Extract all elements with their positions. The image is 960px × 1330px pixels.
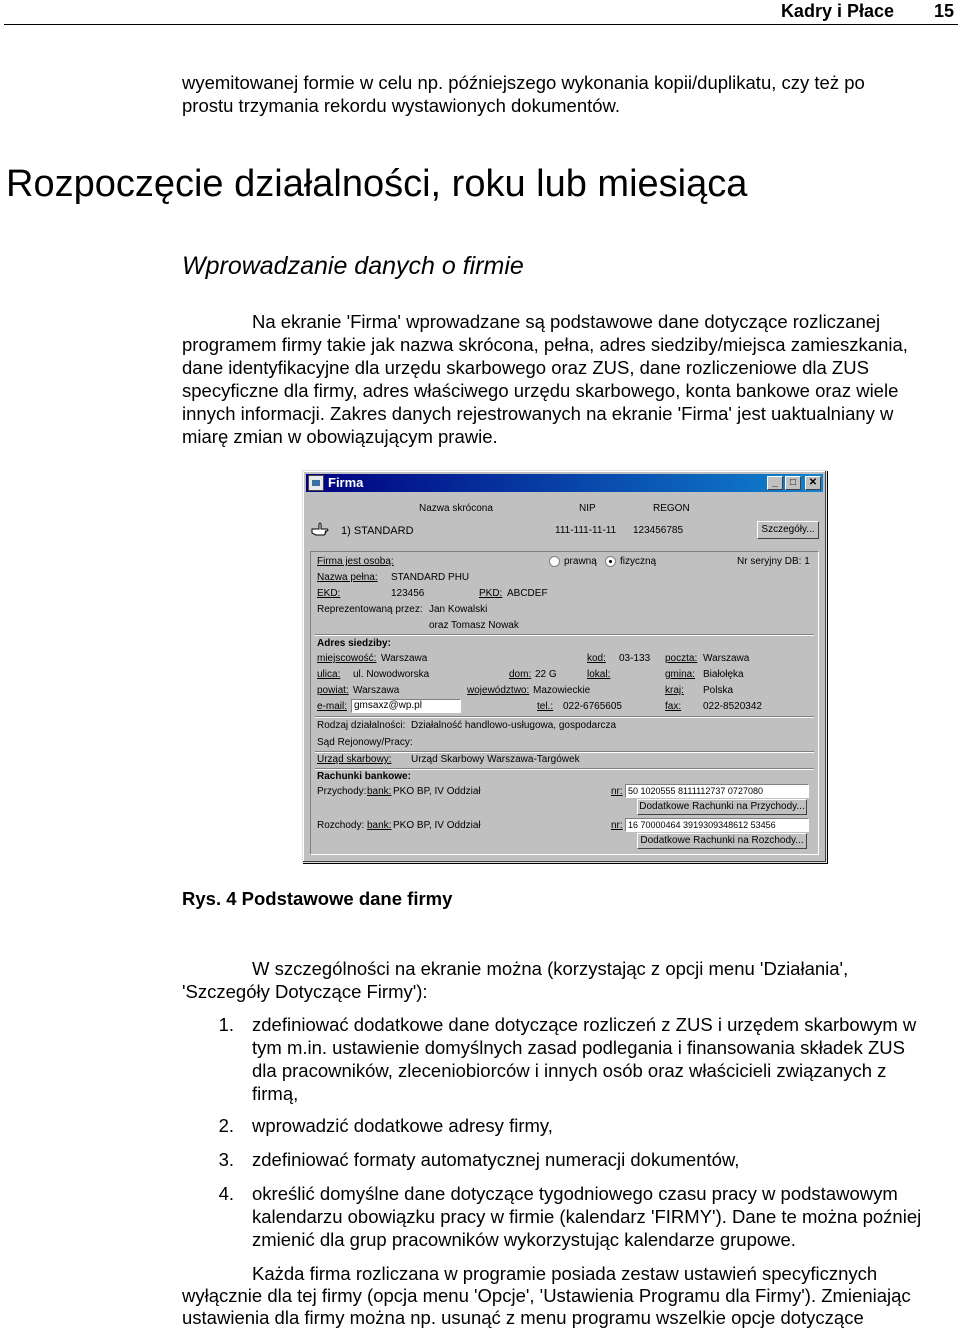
rozchody-label: Rozchody: [317, 820, 365, 831]
nr-label-1: nr: [611, 786, 623, 797]
firma-jest-osoba-label: Firma jest osobą: [317, 556, 394, 567]
powiat-value[interactable]: Warszawa [353, 685, 400, 696]
col-header-regon: REGON [653, 503, 690, 514]
col-header-nip: NIP [579, 503, 596, 514]
list-item-line: kalendarzu obowiązku pracy w firmie (kalendarz 'FIRMY'). Dane te można poźniej [252, 1206, 922, 1227]
firm-row-nazwa[interactable]: 1) STANDARD [341, 525, 414, 537]
gmina-value[interactable]: Białołęka [703, 669, 744, 680]
list-item-line: zmienić dla grup pracowników wykorzystując kalendarze grupowe. [252, 1229, 796, 1250]
para1-line: Na ekranie 'Firma' wprowadzane są podstawowe dane dotyczące rozliczanej [252, 311, 881, 332]
list-number: 1. [218, 1014, 234, 1035]
para2-line: 'Szczegóły Dotyczące Firmy'): [182, 981, 428, 1002]
firma-window [302, 470, 827, 863]
nazwa-pelna-value[interactable]: STANDARD PHU [391, 572, 470, 583]
nr-seryjny: Nr seryjny DB: 1 [737, 556, 810, 567]
rodzaj-label: Rodzaj działalności: [317, 720, 406, 731]
poczta-label: poczta: [665, 653, 698, 664]
para1-line: dane identyfikacyjne dla urzędu skarbowego oraz ZUS, dane rozliczeniowe dla ZUS [182, 357, 869, 378]
fax-value[interactable]: 022-8520342 [703, 701, 762, 712]
tel-label: tel.: [537, 701, 554, 712]
header-rule [4, 24, 958, 25]
list-item-line: firmą, [252, 1083, 299, 1104]
figure-caption: Rys. 4 Podstawowe dane firmy [182, 888, 453, 909]
rodzaj-value[interactable]: Działalność handlowo-usługowa, gospodarcza [411, 720, 617, 731]
repr-value-2[interactable]: oraz Tomasz Nowak [429, 620, 519, 631]
dodatkowe-przychody-button[interactable]: Dodatkowe Rachunki na Przychody... [637, 799, 807, 815]
para3-line: ustawienia dla firmy można np. usunąć z menu programu wszelkie opcje dotyczące [182, 1307, 864, 1328]
para2-line: W szczególności na ekranie można (korzystając z opcji menu 'Działania', [252, 958, 849, 979]
kod-value[interactable]: 03-133 [619, 653, 651, 664]
wojewodztwo-label: województwo: [467, 685, 530, 696]
kod-label: kod: [587, 653, 606, 664]
intro-line-2: prostu trzymania rekordu wystawionych dokumentów. [182, 95, 621, 116]
intro-line-1: wyemitowanej formie w celu np. późniejszego wykonania kopii/duplikatu, czy też po [182, 72, 865, 93]
firm-row-nip[interactable]: 111-111-11-11 [555, 525, 617, 536]
para3-line: wyłącznie dla tej firmy (opcja menu 'Opcje', 'Ustawienia Programu dla Firmy'). Zmieniając [182, 1285, 911, 1306]
nr-label-2: nr: [611, 820, 623, 831]
repr-value-1[interactable]: Jan Kowalski [429, 604, 488, 615]
list-item-line: zdefiniować dodatkowe dane dotyczące rozliczeń z ZUS i urzędem skarbowym w [252, 1014, 917, 1035]
adres-siedziby-label: Adres siedziby: [317, 638, 391, 649]
pkd-value[interactable]: ABCDEF [507, 588, 548, 599]
firm-details-panel [310, 551, 819, 855]
radio-fizyczna-label: fizyczną [620, 556, 657, 567]
dom-label: dom: [509, 669, 532, 680]
list-number: 4. [218, 1183, 234, 1204]
urzad-label: Urząd skarbowy: [317, 754, 392, 765]
email-label: e-mail: [317, 701, 348, 712]
bank-value-1[interactable]: PKO BP, IV Oddział [393, 786, 481, 797]
powiat-label: powiat: [317, 685, 349, 696]
rachunki-label: Rachunki bankowe: [317, 771, 411, 782]
przychody-label: Przychody: [317, 786, 367, 797]
wojewodztwo-value[interactable]: Mazowieckie [533, 685, 591, 696]
page-number: 15 [933, 1, 954, 21]
nazwa-pelna-label: Nazwa pełna: [317, 572, 378, 583]
list-item-line: określić domyślne dane dotyczące tygodniowego czasu pracy w podstawowym [252, 1183, 898, 1204]
divider [315, 768, 814, 770]
ulica-label: ulica: [317, 669, 341, 680]
divider [315, 634, 814, 636]
para1-line: innych informacji. Zakres danych rejestrowanych na ekranie 'Firma' jest uaktualniany w [182, 403, 894, 424]
radio-prawna[interactable] [549, 556, 560, 567]
pointing-hand-icon [311, 521, 331, 539]
account-rozchody-field[interactable]: 16 70000464 3919309348612 53456 [625, 818, 809, 832]
heading-2: Wprowadzanie danych o firmie [182, 252, 524, 280]
kraj-value[interactable]: Polska [703, 685, 734, 696]
list-item-line: tym m.in. ustawienie domyślnych zasad podlegania i finansowania składek ZUS [252, 1037, 905, 1058]
radio-prawna-label: prawną [564, 556, 597, 567]
para1-line: programem firmy takie jak nazwa skrócona, pełna, adres siedziby/miejsca zamieszkania, [182, 334, 908, 355]
miejscowosc-value[interactable]: Warszawa [381, 653, 428, 664]
poczta-value[interactable]: Warszawa [703, 653, 750, 664]
window-titlebar[interactable] [306, 474, 823, 492]
divider [315, 716, 814, 718]
ulica-value[interactable]: ul. Nowodworska [353, 669, 430, 680]
dom-value[interactable]: 22 G [535, 669, 557, 680]
window-title: Firma [328, 475, 364, 490]
firm-row-regon[interactable]: 123456785 [633, 525, 684, 536]
tel-value[interactable]: 022-6765605 [563, 701, 622, 712]
szczegoly-button[interactable]: Szczegóły... [757, 521, 819, 539]
para1-line: specyficzne dla firmy, adres właściwego urzędu skarbowego, konta bankowe oraz wiele [182, 380, 899, 401]
radio-fizyczna[interactable] [605, 556, 616, 567]
account-przychody-field[interactable]: 50 1020555 8111112737 0727080 [625, 784, 809, 798]
sad-label: Sąd Rejonowy/Pracy: [317, 737, 413, 748]
email-field[interactable]: gmsaxz@wp.pl [351, 699, 461, 713]
ekd-value[interactable]: 123456 [391, 588, 425, 599]
bank-label-1: bank: [367, 786, 392, 797]
fax-label: fax: [665, 701, 682, 712]
gmina-label: gmina: [665, 669, 696, 680]
miejscowosc-label: miejscowość: [317, 653, 377, 664]
bank-value-2[interactable]: PKO BP, IV Oddział [393, 820, 481, 831]
minimize-button[interactable]: _ [767, 476, 783, 490]
header-title: Kadry i Płace [780, 1, 894, 21]
bank-label-2: bank: [367, 820, 392, 831]
para3-line: Każda firma rozliczana w programie posiada zestaw ustawień specyficznych [252, 1263, 878, 1284]
heading-1: Rozpoczęcie działalności, roku lub miesiąca [6, 163, 748, 205]
app-icon [308, 475, 324, 491]
urzad-value[interactable]: Urząd Skarbowy Warszawa-Targówek [411, 754, 580, 765]
list-item-line: dla pracowników, zleceniobiorców i innych osób oraz właścicieli związanych z [252, 1060, 887, 1081]
list-item-line: wprowadzić dodatkowe adresy firmy, [252, 1115, 553, 1136]
list-item-line: zdefiniować formaty automatycznej numeracji dokumentów, [252, 1149, 740, 1170]
firm-list [307, 495, 822, 545]
col-header-nazwa: Nazwa skrócona [419, 503, 493, 514]
repr-label: Reprezentowaną przez: [317, 604, 423, 615]
kraj-label: kraj: [665, 685, 684, 696]
list-number: 2. [218, 1115, 234, 1136]
lokal-label: lokal: [587, 669, 611, 680]
list-number: 3. [218, 1149, 234, 1170]
dodatkowe-rozchody-button[interactable]: Dodatkowe Rachunki na Rozchody... [637, 833, 807, 849]
pkd-label: PKD: [479, 588, 503, 599]
close-button[interactable]: ✕ [805, 476, 821, 490]
para1-line: miarę zmian w obowiązującym prawie. [182, 426, 498, 447]
maximize-button[interactable]: □ [785, 476, 801, 490]
divider [315, 751, 814, 753]
ekd-label: EKD: [317, 588, 341, 599]
